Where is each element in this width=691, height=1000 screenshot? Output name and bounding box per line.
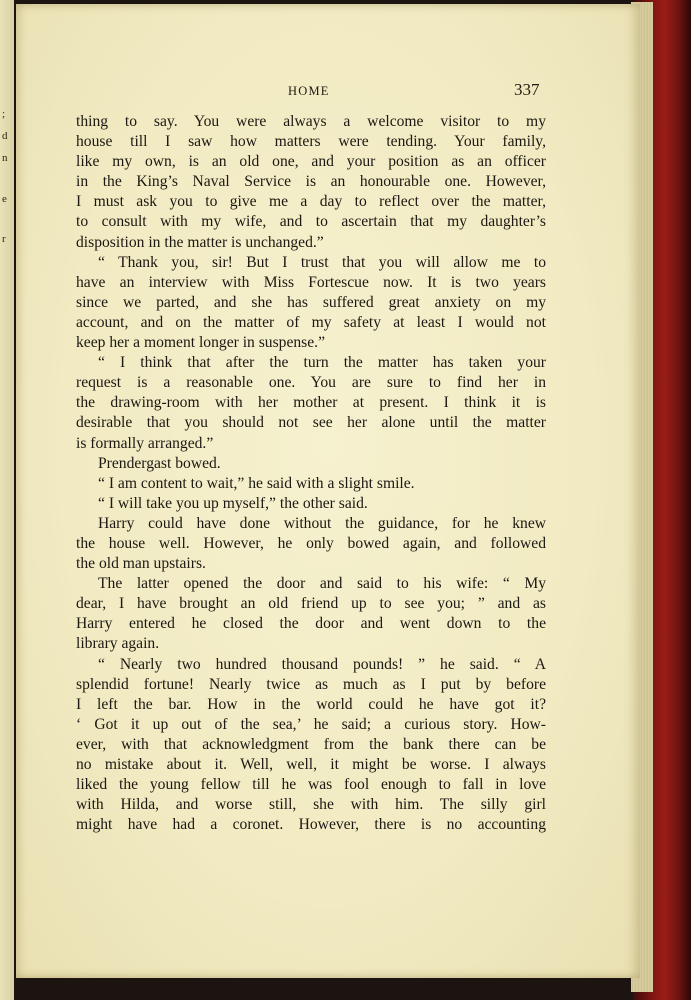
text-line: disposition in the matter is unchanged.” xyxy=(76,233,324,251)
text-line: the house well. However, he only bowed again, and followed xyxy=(76,534,546,552)
text-line: ever, with that acknowledgment from the bank there can be xyxy=(76,735,546,753)
text-line: ‘ Got it up out of the sea,’ he said; a curious story. How- xyxy=(76,715,546,733)
facing-page-edge xyxy=(0,0,14,1000)
text-line: Prendergast bowed. xyxy=(98,454,221,472)
text-line: have an interview with Miss Fortescue now. It is two years xyxy=(76,273,546,291)
text-line: the old man upstairs. xyxy=(76,555,206,573)
text-line: “ I will take you up myself,” the other said. xyxy=(98,494,368,512)
text-line: thing to say. You were always a welcome visitor to my xyxy=(76,113,546,130)
text-line: in the King’s Naval Service is an honourable one. However, xyxy=(76,173,546,191)
facing-page-mark: d xyxy=(2,130,8,142)
text-line: splendid fortune! Nearly twice as much as I put by before xyxy=(76,675,546,693)
facing-page-mark: e xyxy=(2,193,7,205)
text-line: “ I think that after the turn the matter has taken your xyxy=(98,354,546,372)
text-line: no mistake about it. Well, well, it might be worse. I always xyxy=(76,756,546,773)
page-number: 337 xyxy=(514,80,540,99)
text-line: request is a reasonable one. You are sure to find her in xyxy=(76,374,546,392)
body-text xyxy=(76,112,546,835)
text-line: house till I saw how matters were tending. Your family, xyxy=(76,133,546,151)
text-line: dear, I have brought an old friend up to see you; ” and as xyxy=(76,595,546,613)
text-line: like my own, is an old one, and your position as an officer xyxy=(76,153,546,171)
text-line: might have had a coronet. However, there is no accounting xyxy=(76,816,546,834)
text-line: since we parted, and she has suffered great anxiety on my xyxy=(76,293,546,311)
text-line: “ Nearly two hundred thousand pounds! ” he said. “ A xyxy=(98,655,546,673)
running-head xyxy=(16,82,640,100)
text-line: library again. xyxy=(76,635,160,653)
text-line: keep her a moment longer in suspense.” xyxy=(76,334,325,352)
text-line: Harry could have done without the guidance, for he knew xyxy=(98,514,546,532)
text-line: the drawing-room with her mother at present. I think it is xyxy=(76,394,546,412)
running-head-title: HOME xyxy=(288,84,330,98)
text-line: account, and on the matter of my safety at least I would not xyxy=(76,313,546,331)
facing-page-mark: ; xyxy=(2,108,6,120)
text-line: is formally arranged.” xyxy=(76,434,214,452)
text-line: The latter opened the door and said to his wife: “ My xyxy=(98,575,546,593)
text-line: Harry entered he closed the door and went down to the xyxy=(76,615,546,633)
facing-page-mark: r xyxy=(2,233,6,245)
text-line: “ I am content to wait,” he said with a slight smile. xyxy=(98,474,415,492)
text-line: liked the young fellow till he was fool enough to fall in love xyxy=(76,776,546,794)
text-line: “ Thank you, sir! But I trust that you will allow me to xyxy=(98,253,546,271)
text-line: to consult with my wife, and to ascertain that my daughter’s xyxy=(76,213,546,231)
facing-page-mark: n xyxy=(2,152,8,164)
text-line: with Hilda, and worse still, she with him. The silly girl xyxy=(76,796,546,814)
text-line: I left the bar. How in the world could he have got it? xyxy=(76,695,546,713)
book-page xyxy=(16,4,640,978)
text-line: I must ask you to give me a day to reflect over the matter, xyxy=(76,193,546,211)
text-line: desirable that you should not see her alone until the matter xyxy=(76,414,546,432)
